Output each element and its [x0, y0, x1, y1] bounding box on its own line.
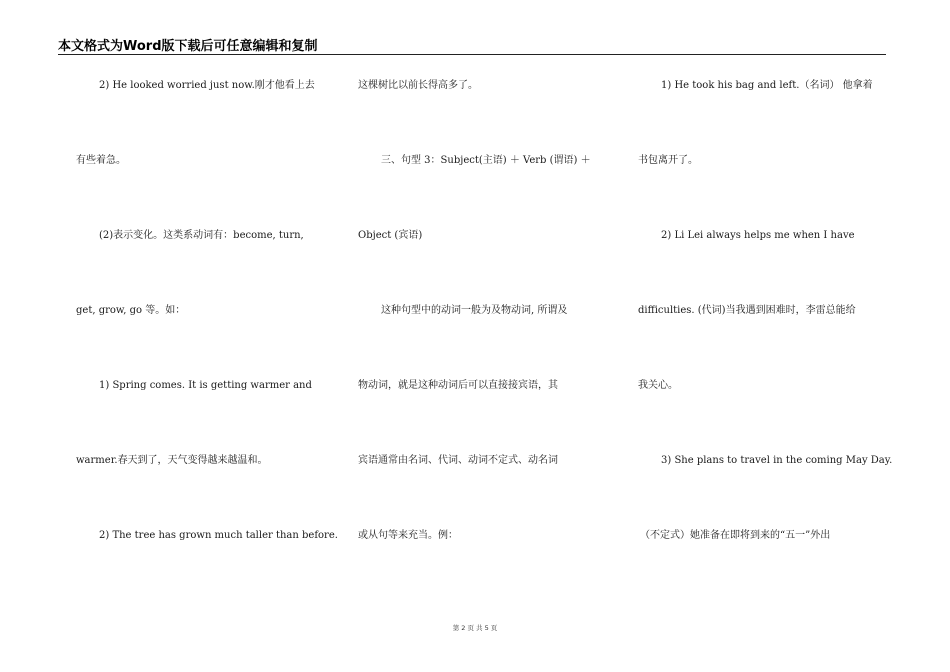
text-line: （不定式）她准备在即将到来的“五一”外出 — [640, 530, 831, 541]
text-line: 这棵树比以前长得高多了。 — [358, 80, 478, 91]
text-line: 1) He took his bag and left.（名词） 他拿着 — [661, 80, 873, 91]
page-number: 第 2 页 共 5 页 — [452, 624, 498, 632]
text-line: 三、句型 3：Subject(主语) ＋ Verb (谓语) ＋ — [381, 155, 591, 166]
text-line: 这种句型中的动词一般为及物动词, 所谓及 — [381, 305, 568, 316]
text-column-2 — [358, 0, 608, 600]
text-line: 有些着急。 — [76, 155, 126, 166]
text-column-3 — [638, 0, 893, 600]
text-line: get, grow, go 等。如： — [76, 305, 186, 316]
text-line: warmer.春天到了，天气变得越来越温和。 — [76, 455, 268, 466]
text-line: difficulties. (代词)当我遇到困难时，李雷总能给 — [638, 305, 856, 316]
text-column-1 — [76, 0, 338, 600]
text-line: 2) The tree has grown much taller than before. — [99, 530, 338, 541]
text-line: Object (宾语) — [358, 230, 423, 241]
text-line: 1) Spring comes. It is getting warmer and — [99, 380, 312, 391]
text-line: 我关心。 — [638, 380, 678, 391]
header-title: 本文格式为Word版下载后可任意编辑和复制 — [58, 39, 318, 54]
text-line: 宾语通常由名词、代词、动词不定式、动名词 — [358, 455, 558, 466]
text-line: 或从句等来充当。例： — [358, 530, 458, 541]
text-line: (2)表示变化。这类系动词有：become, turn, — [99, 230, 304, 241]
text-line: 2) Li Lei always helps me when I have — [661, 230, 855, 241]
text-line: 3) She plans to travel in the coming May Day. — [661, 455, 893, 466]
text-line: 2) He looked worried just now.刚才他看上去 — [99, 80, 315, 91]
text-line: 物动词，就是这种动词后可以直接接宾语，其 — [358, 380, 558, 391]
text-line: 书包离开了。 — [638, 155, 698, 166]
